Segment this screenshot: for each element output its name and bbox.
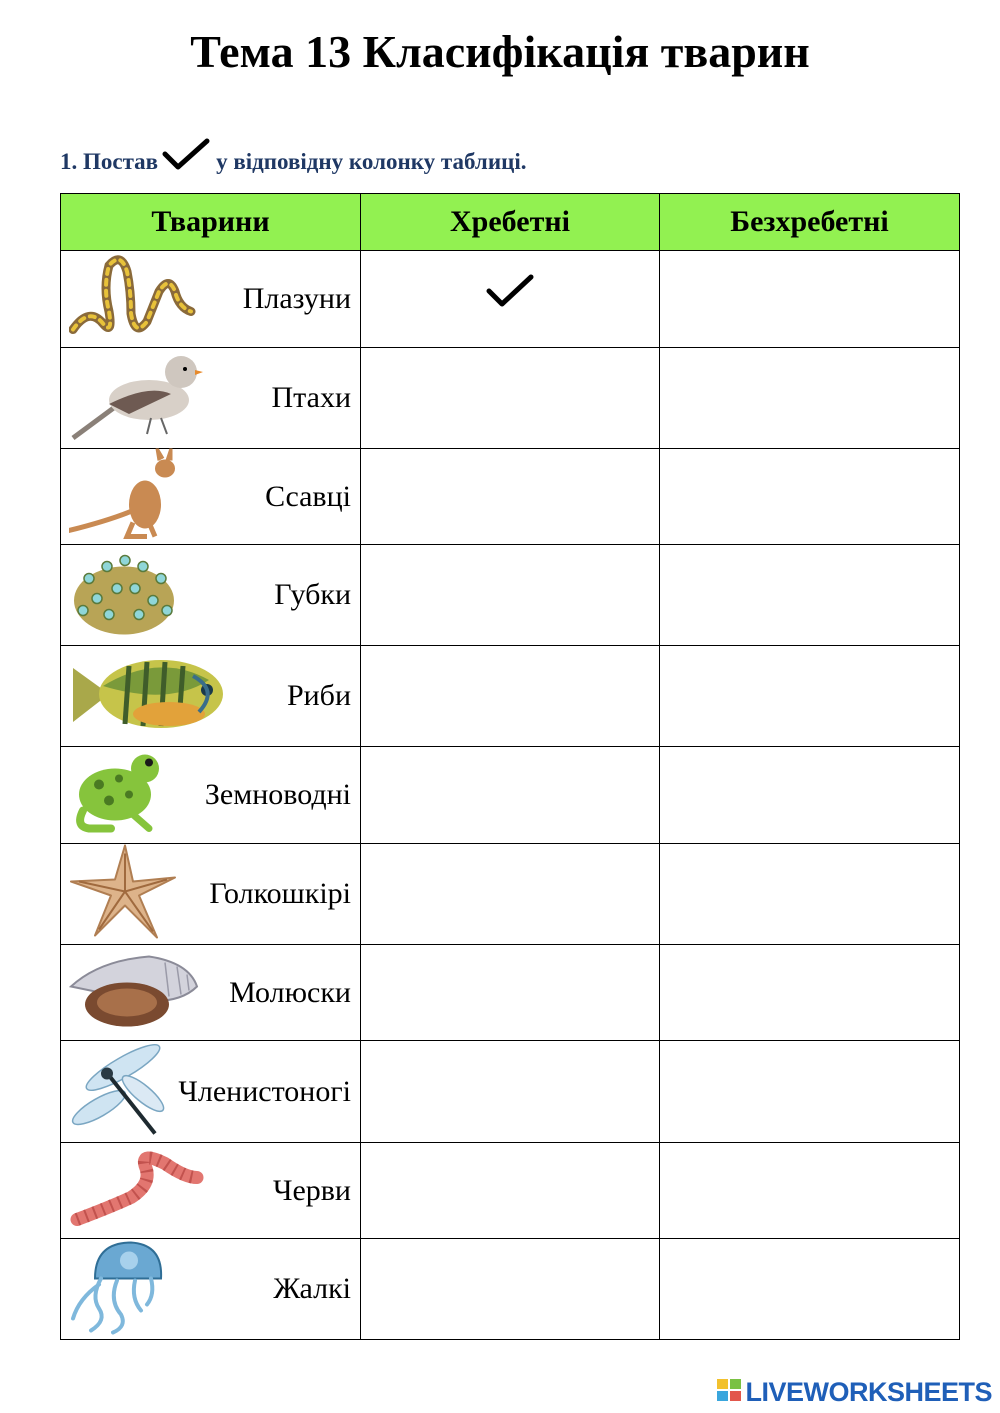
- instruction-text-start: 1. Постав: [60, 149, 159, 174]
- animal-cell: [61, 545, 361, 646]
- animal-label: Молюски: [229, 975, 351, 1009]
- invertebrate-cell[interactable]: [660, 348, 960, 449]
- invertebrate-cell[interactable]: [660, 1143, 960, 1239]
- starfish-icon: [69, 844, 179, 945]
- invertebrate-cell[interactable]: [660, 1041, 960, 1143]
- vertebrate-cell[interactable]: [361, 945, 660, 1041]
- brand-text: LIVEWORKSHEETS: [745, 1377, 992, 1407]
- table-row: [61, 1239, 960, 1340]
- liveworksheets-brand: [717, 1377, 992, 1408]
- table-row: [61, 449, 960, 545]
- table-row: [61, 945, 960, 1041]
- checkmark-icon: [485, 273, 535, 309]
- vertebrate-cell[interactable]: [361, 348, 660, 449]
- invertebrate-cell[interactable]: [660, 844, 960, 945]
- animal-cell: [61, 844, 361, 945]
- table-row: [61, 348, 960, 449]
- header-animals: Тварини: [61, 194, 361, 251]
- instruction: [60, 140, 526, 184]
- shell-icon: [69, 950, 204, 1035]
- vertebrate-cell[interactable]: [361, 1143, 660, 1239]
- animal-cell: [61, 747, 361, 844]
- animal-label: Членистоногі: [178, 1074, 351, 1108]
- animal-cell: [61, 646, 361, 747]
- animal-label: Ссавці: [265, 479, 351, 513]
- header-vertebrates: Хребетні: [361, 194, 660, 251]
- animal-cell: [61, 945, 361, 1041]
- vertebrate-cell[interactable]: [361, 545, 660, 646]
- fish-icon: [69, 646, 229, 746]
- vertebrate-cell[interactable]: [361, 251, 660, 348]
- vertebrate-cell[interactable]: [361, 1239, 660, 1340]
- classification-table: [60, 193, 960, 1340]
- header-invertebrates: Безхребетні: [660, 194, 960, 251]
- vertebrate-cell[interactable]: [361, 646, 660, 747]
- liveworksheets-logo-icon: [717, 1377, 741, 1408]
- vertebrate-cell[interactable]: [361, 747, 660, 844]
- table-row: [61, 646, 960, 747]
- invertebrate-cell[interactable]: [660, 449, 960, 545]
- bird-icon: [69, 348, 204, 448]
- invertebrate-cell[interactable]: [660, 945, 960, 1041]
- worksheet-title: Тема 13 Класифікація тварин: [190, 26, 810, 77]
- animal-cell: [61, 1239, 361, 1340]
- table-row: [61, 844, 960, 945]
- checkmark-icon: [162, 138, 210, 178]
- kangaroo-icon: [69, 448, 184, 545]
- invertebrate-cell[interactable]: [660, 545, 960, 646]
- invertebrate-cell[interactable]: [660, 747, 960, 844]
- vertebrate-cell[interactable]: [361, 1041, 660, 1143]
- dragonfly-icon: [69, 1041, 179, 1142]
- animal-label: Земноводні: [204, 778, 351, 811]
- animal-label: Жалкі: [273, 1272, 351, 1305]
- snake-icon: [69, 252, 199, 347]
- table-row: [61, 545, 960, 646]
- animal-cell: [61, 1041, 361, 1143]
- table-header-row: [61, 194, 960, 251]
- table-row: [61, 1041, 960, 1143]
- vertebrate-cell[interactable]: [361, 844, 660, 945]
- animal-label: Риби: [286, 679, 351, 712]
- animal-cell: [61, 251, 361, 348]
- animal-label: Черви: [272, 1173, 351, 1207]
- invertebrate-cell[interactable]: [660, 646, 960, 747]
- table-row: [61, 747, 960, 844]
- worm-icon: [69, 1147, 204, 1234]
- animal-label: Губки: [274, 578, 351, 611]
- frog-icon: [69, 749, 169, 842]
- animal-label: Голкошкірі: [209, 877, 351, 910]
- invertebrate-cell[interactable]: [660, 1239, 960, 1340]
- table-row: [61, 251, 960, 348]
- jellyfish-icon: [69, 1239, 169, 1340]
- sponge-icon: [69, 549, 179, 642]
- invertebrate-cell[interactable]: [660, 251, 960, 348]
- animal-label: Птахи: [271, 381, 351, 414]
- animal-cell: [61, 1143, 361, 1239]
- animal-cell: [61, 449, 361, 545]
- vertebrate-cell[interactable]: [361, 449, 660, 545]
- table-row: [61, 1143, 960, 1239]
- animal-label: Плазуни: [242, 282, 351, 315]
- instruction-text-end: у відповідну колонку таблиці.: [216, 149, 527, 174]
- animal-cell: [61, 348, 361, 449]
